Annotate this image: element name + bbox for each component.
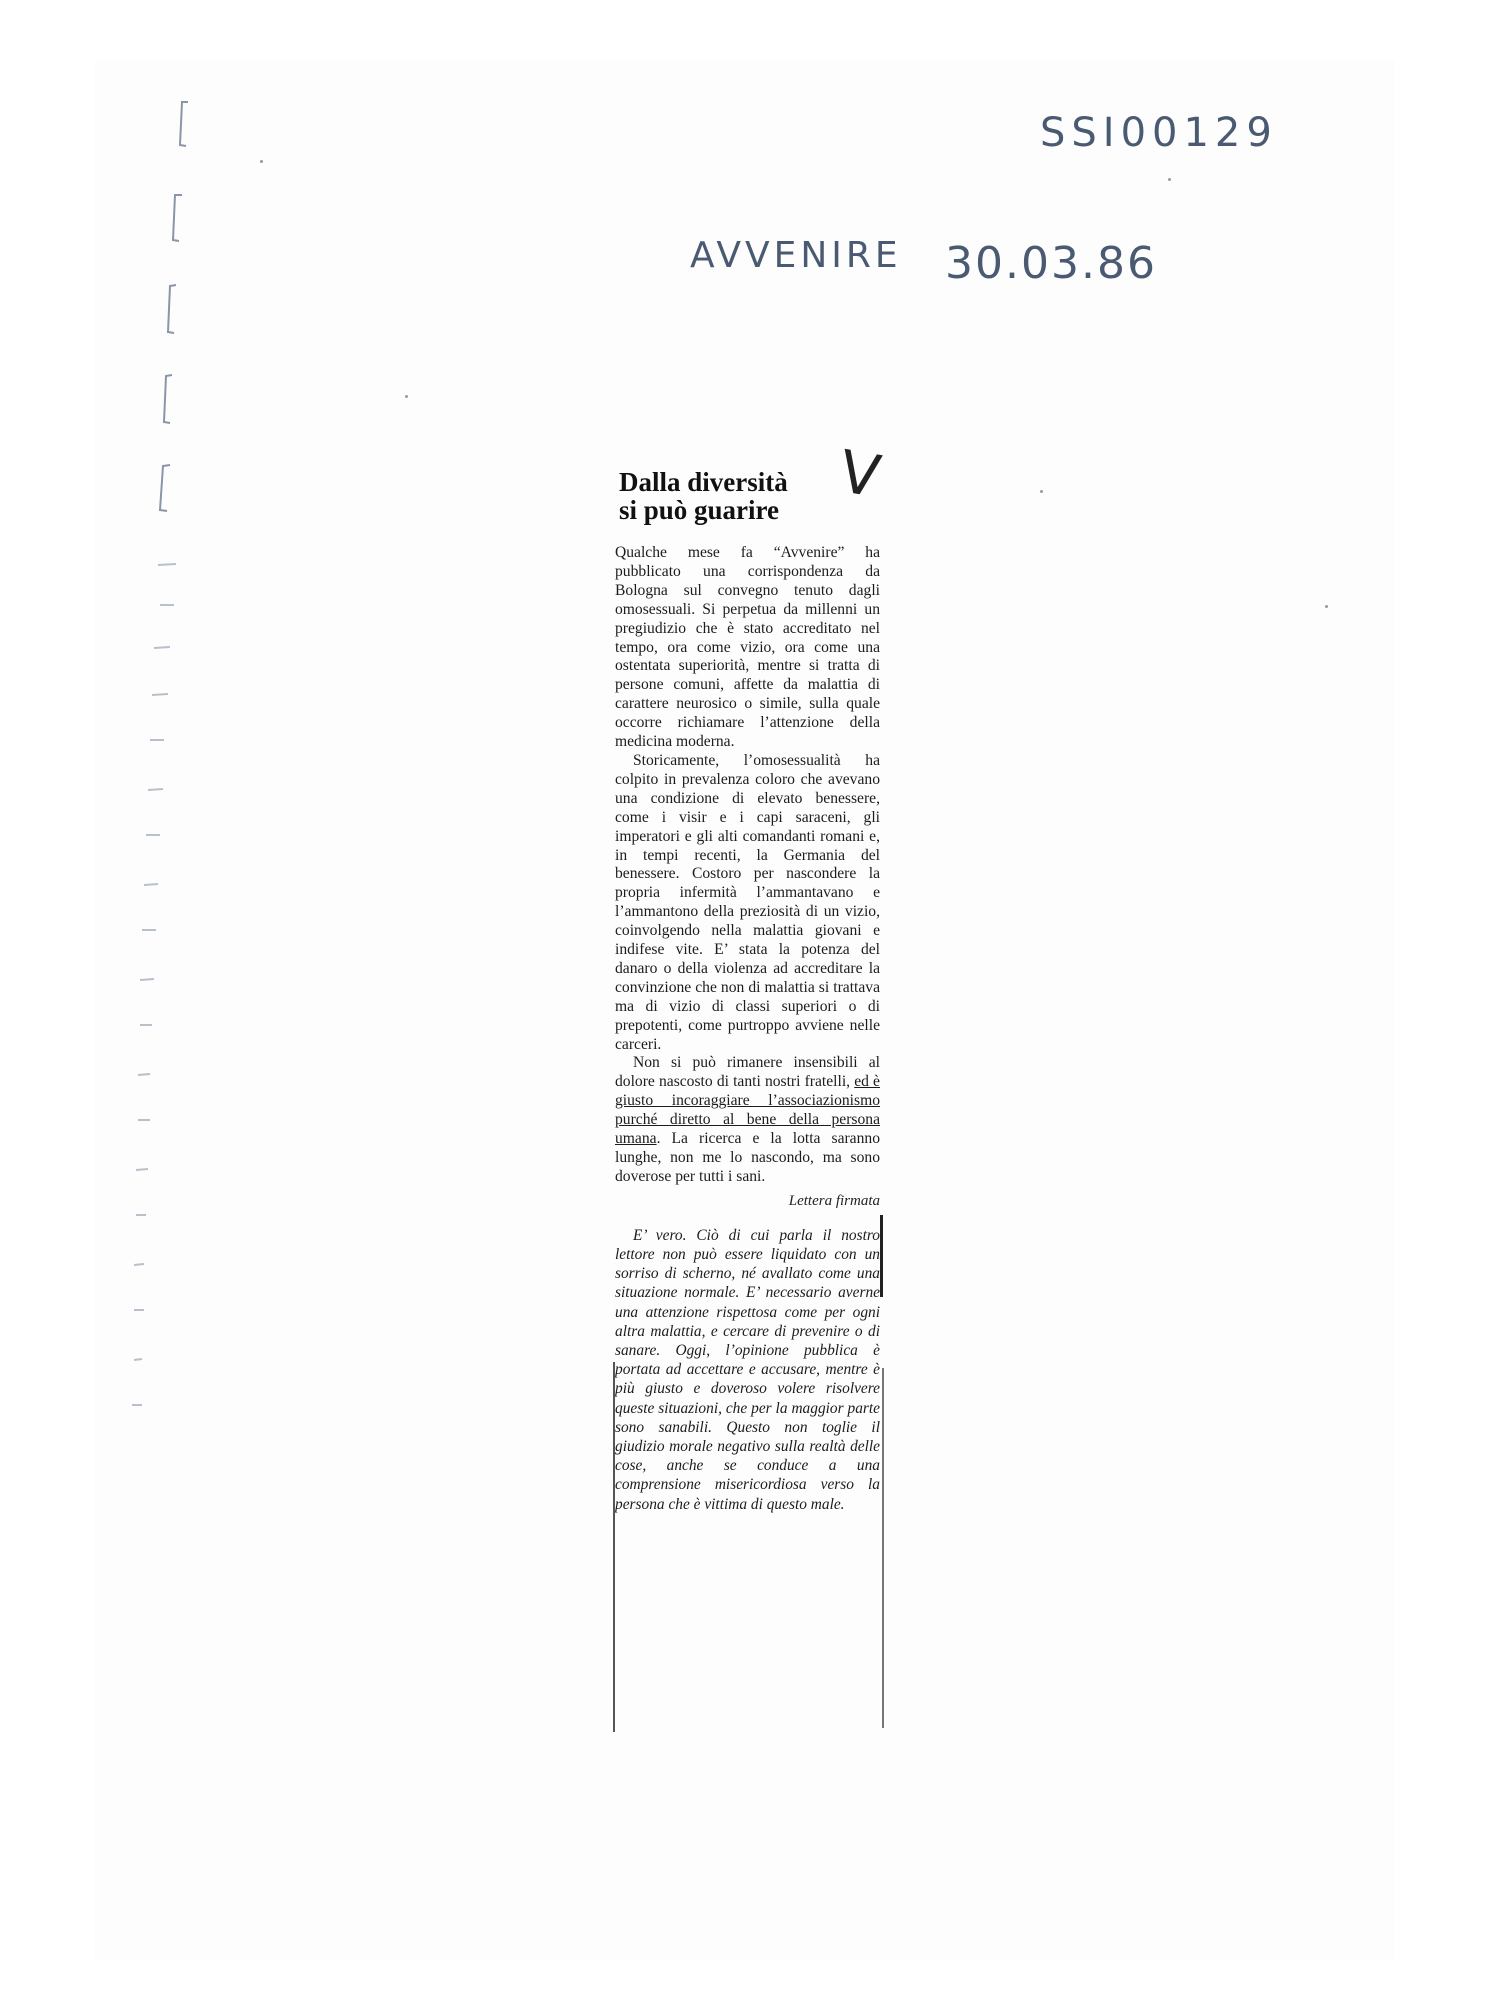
binder-margin-marks xyxy=(130,100,220,1550)
scan-speck xyxy=(1040,490,1043,493)
newspaper-clipping xyxy=(615,468,880,1514)
paragraph-3-end: . La ricerca e la lotta saranno lunghe, non me lo nascondo, ma sono doverose per tutti i sani. xyxy=(615,1130,880,1185)
scan-speck xyxy=(260,160,263,163)
publication-date: 30.03.86 xyxy=(945,238,1157,289)
reply-bracket-right xyxy=(882,1368,884,1728)
newspaper-source: AVVENIRE xyxy=(690,235,902,276)
scan-speck xyxy=(1325,605,1328,608)
letter-paragraph-1: Qualche mese fa “Avvenire” ha pubblicato una corrispondenza da Bologna sul convegno tenuto dagli omosessuali. Si perpetua da millenni un pregiudizio che è stato accreditato nel tempo, ora come vizio, ora come una ostentata superiorità, mentre si tratta di persone comuni, affette da malattia di carattere neurosico o simile, sulla quale occorre richiamare l’attenzione della medicina moderna. xyxy=(615,544,880,751)
scan-speck xyxy=(1168,178,1171,181)
underlined-passage: ed è giusto incoraggiare l’associazionismo purché diretto al bene della persona umana xyxy=(615,1073,880,1148)
article-headline xyxy=(619,468,880,524)
paragraph-3-start: Non si può rimanere insensibili al dolore nascosto di tanti nostri fratelli, xyxy=(615,1054,880,1091)
reply-bracket-left xyxy=(613,1362,615,1732)
letter-paragraph-3 xyxy=(615,1054,880,1186)
margin-highlight-line xyxy=(880,1215,883,1297)
letter-paragraph-2: Storicamente, l’omosessualità ha colpito in prevalenza coloro che avevano una condizione di elevato benessere, come i visir e i capi saraceni, gli imperatori e gli alti comandanti romani e, in tempi recenti, la Germania del benessere. Costoro per nascondere la propria infermità l’ammantavano e l’ammantono della preziosità di un vizio, coinvolgendo nella malattia giovani e indifese vite. E’ stata la potenza del danaro o della violenza ad accreditare la convinzione che non di malattia si trattava ma di vizio di classi superiori o di prepotenti, come purtroppo avviene nelle carceri. xyxy=(615,751,880,1053)
headline-line-1: Dalla diversità xyxy=(619,467,788,497)
headline-line-2: si può guarire xyxy=(619,495,780,525)
margin-bracket-marks xyxy=(130,100,220,1550)
letter-signature: Lettera firmata xyxy=(788,1192,880,1209)
archive-code: SSI00129 xyxy=(1040,110,1278,156)
editor-reply: E’ vero. Ciò di cui parla il nostro lettore non può essere liquidato con un sorriso di scherno, né avallato come una situazione normale. E’ necessario averne una attenzione rispettosa come per ogni altra malattia, e cercare di prevenire o di sanare. Oggi, l’opinione pubblica è portata ad accettare e accusare, mentre è più giusto e doveroso volere risolvere queste situazioni, che per la maggior parte sono sanabili. Questo non toglie il giudizio morale negativo sulla realtà delle cose, anche se conduce a una comprensione misericordiosa verso la persona che è vittima di questo male. xyxy=(615,1226,880,1513)
scan-speck xyxy=(405,395,408,398)
check-mark-icon: V xyxy=(834,437,886,511)
